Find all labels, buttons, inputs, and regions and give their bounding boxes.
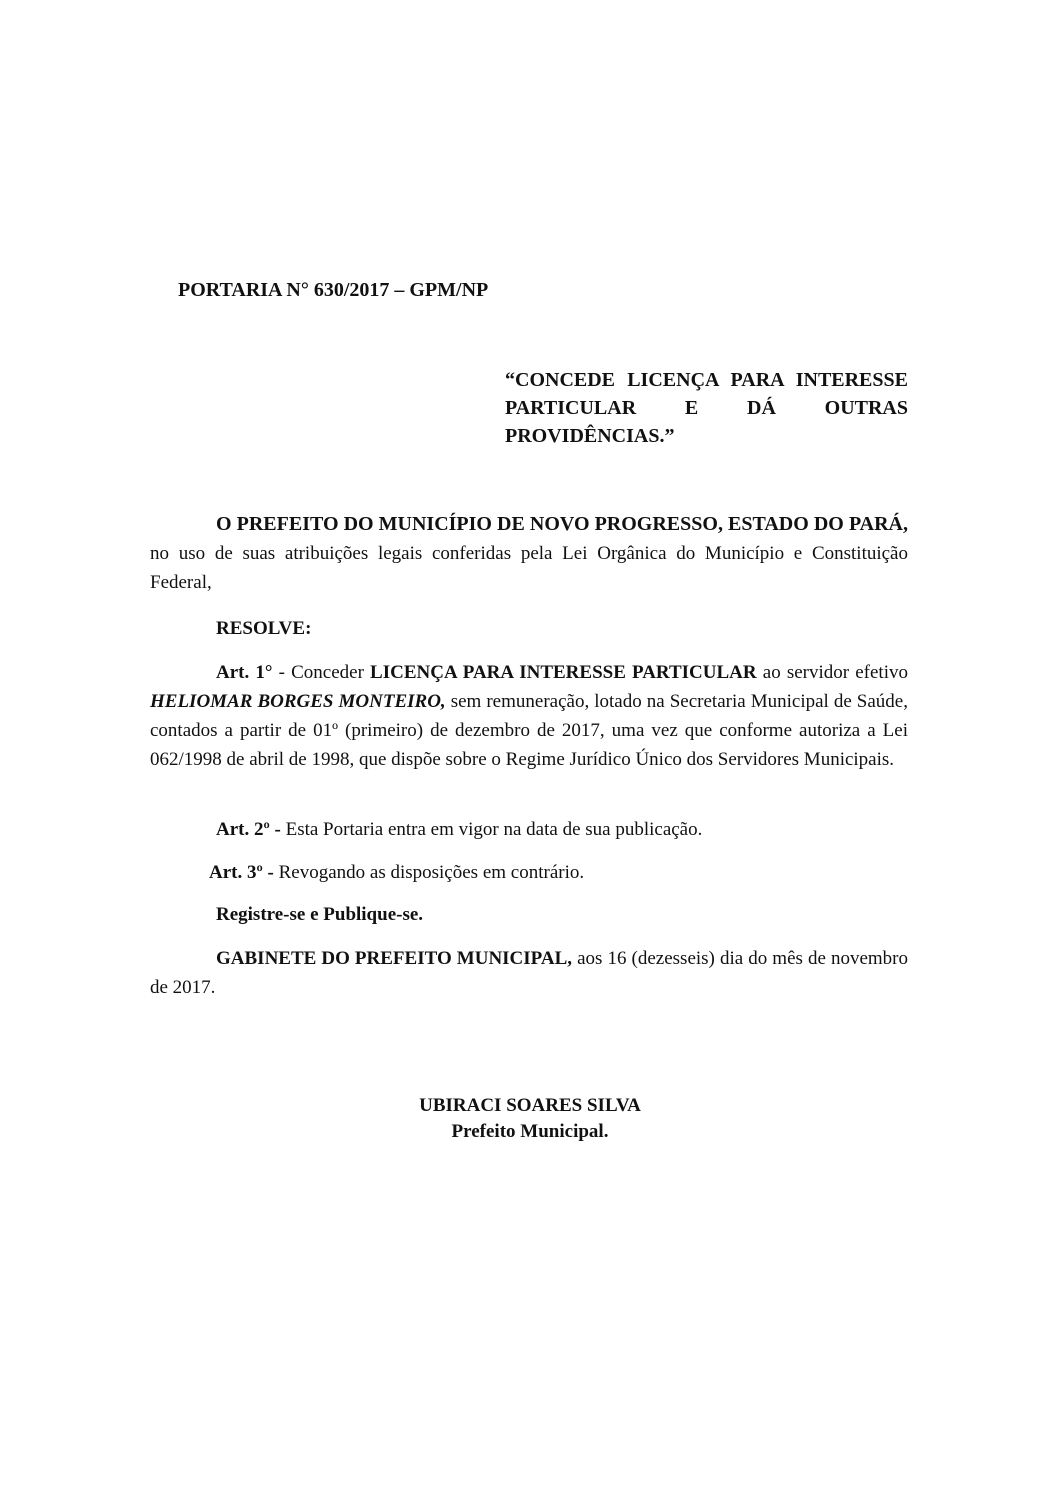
resolve-heading: RESOLVE: [216, 618, 312, 639]
gabinete-paragraph [150, 944, 908, 1002]
signature-role: Prefeito Municipal. [451, 1121, 609, 1142]
signature-block [330, 1093, 730, 1145]
preambulo-text: no uso de suas atribuições legais conferidas pela Lei Orgânica do Município e Constituição Federal, [150, 543, 908, 593]
article-3-label: Art. 3º - [209, 862, 274, 883]
article-1-text-b: ao servidor efetivo [756, 662, 908, 683]
gabinete-text: aos 16 (dezesseis) dia do mês de novembro de 2017. [150, 948, 909, 998]
ementa: “CONCEDE LICENÇA PARA INTERESSE PARTICULAR E DÁ OUTRAS PROVIDÊNCIAS.” [505, 369, 908, 447]
article-1-text-c: sem remuneração, lotado na Secretaria Municipal de Saúde, contados a partir de 01º (primeiro) de dezembro de 2017, uma vez que conforme autoriza a Lei 062/1998 de abril de 1998, que dispõe sobre o Regime Jurídico Único dos Servidores Municipais. [150, 691, 908, 770]
article-3-text: Revogando as disposições em contrário. [273, 862, 585, 883]
article-2-text: Esta Portaria entra em vigor na data de sua publicação. [280, 819, 703, 840]
article-2-label: Art. 2º - [216, 819, 281, 840]
article-3 [209, 858, 909, 887]
signature-name: UBIRACI SOARES SILVA [419, 1095, 641, 1116]
article-1-licenca: LICENÇA PARA INTERESSE PARTICULAR [370, 662, 757, 683]
preambulo-authority: O PREFEITO DO MUNICÍPIO DE NOVO PROGRESSO, ESTADO DO PARÁ, [216, 513, 908, 535]
article-1-text-a: - Conceder [272, 662, 371, 683]
article-2 [216, 815, 916, 844]
article-1-servidor: HELIOMAR BORGES MONTEIRO, [150, 691, 446, 712]
gabinete-label: GABINETE DO PREFEITO MUNICIPAL, [216, 948, 573, 969]
article-1-label: Art. 1° [216, 662, 273, 683]
preambulo-paragraph [150, 510, 908, 597]
portaria-title: PORTARIA N° 630/2017 – GPM/NP [178, 279, 489, 301]
registre-line: Registre-se e Publique-se. [216, 904, 424, 925]
article-1 [150, 658, 908, 774]
